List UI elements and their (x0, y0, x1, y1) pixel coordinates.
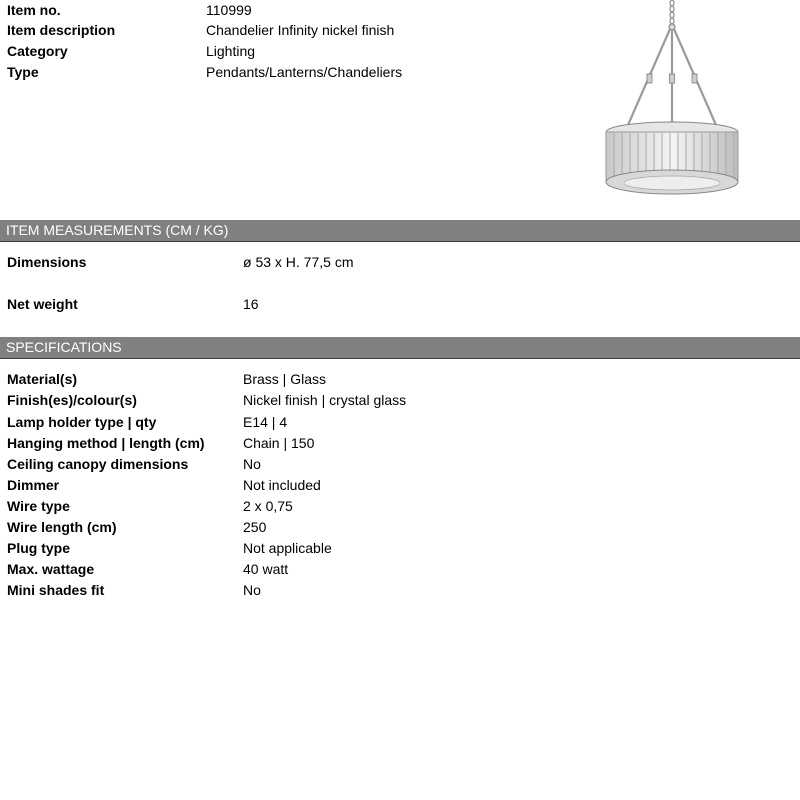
item-no-label: Item no. (7, 2, 61, 18)
spec-value: Not included (243, 477, 321, 493)
spec-value: E14 | 4 (243, 414, 288, 430)
spec-label: Lamp holder type | qty (7, 414, 157, 430)
spec-label: Plug type (7, 540, 71, 556)
spec-value: Chain | 150 (243, 435, 315, 451)
spec-value: 2 x 0,75 (243, 498, 293, 514)
spec-value: 250 (243, 519, 267, 535)
chandelier-image (600, 0, 745, 205)
description-value: Chandelier Infinity nickel finish (206, 22, 395, 38)
spec-value: Brass | Glass (243, 371, 326, 387)
specifications-title: SPECIFICATIONS (6, 339, 122, 355)
spec-value: No (243, 456, 261, 472)
spec-label: Dimmer (7, 477, 60, 493)
spec-label: Mini shades fit (7, 582, 105, 598)
spec-value: Nickel finish | crystal glass (243, 392, 407, 408)
spec-label: Finish(es)/colour(s) (7, 392, 137, 408)
specifications-header (0, 337, 800, 359)
spec-label: Hanging method | length (cm) (7, 435, 205, 451)
category-label: Category (7, 43, 68, 59)
dimensions-label: Dimensions (7, 254, 87, 270)
spec-label: Material(s) (7, 371, 78, 387)
spec-label: Wire type (7, 498, 70, 514)
item-no-value: 110999 (206, 2, 252, 18)
net-weight-label: Net weight (7, 296, 78, 312)
spec-value: Not applicable (243, 540, 332, 556)
spec-label: Max. wattage (7, 561, 95, 577)
spec-value: 40 watt (243, 561, 289, 577)
measurements-title: ITEM MEASUREMENTS (CM / KG) (6, 222, 229, 238)
measurements-header (0, 220, 800, 242)
net-weight-value: 16 (243, 296, 259, 312)
description-label: Item description (7, 22, 116, 38)
type-label: Type (7, 64, 39, 80)
spec-label: Wire length (cm) (7, 519, 117, 535)
dimensions-value: ø 53 x H. 77,5 cm (243, 254, 354, 270)
category-value: Lighting (206, 43, 256, 59)
spec-label: Ceiling canopy dimensions (7, 456, 189, 472)
type-value: Pendants/Lanterns/Chandeliers (206, 64, 403, 80)
spec-value: No (243, 582, 261, 598)
